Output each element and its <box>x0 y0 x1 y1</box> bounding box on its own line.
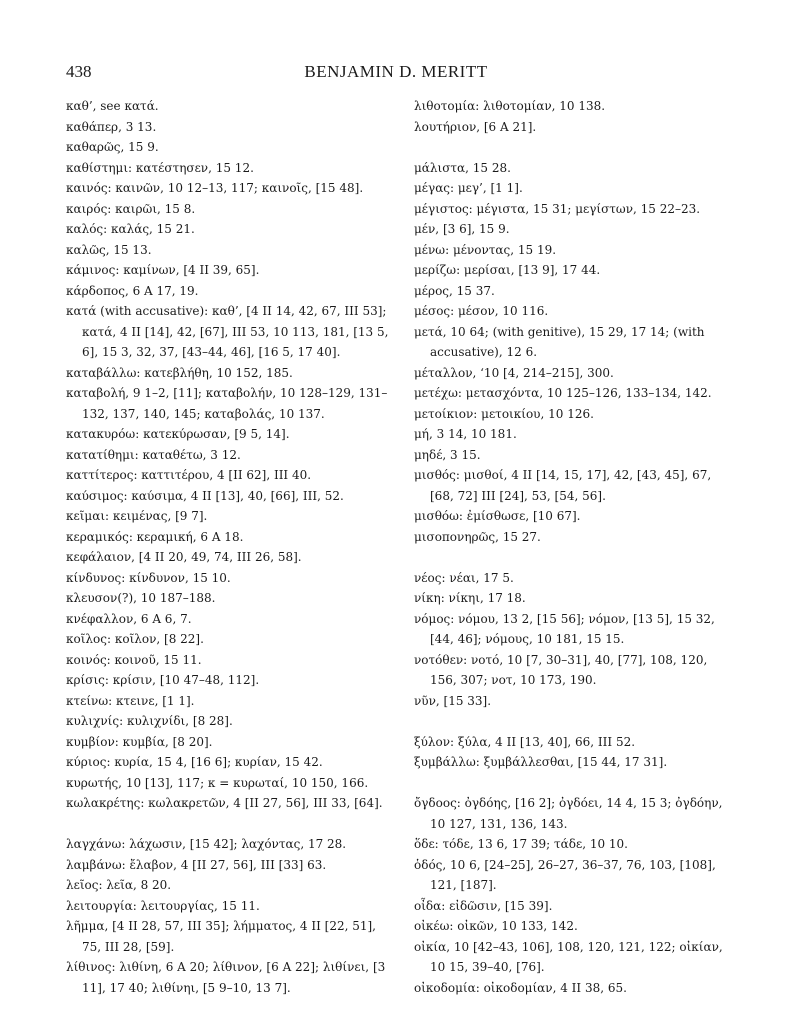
index-entry: κεῖμαι: κειμένας, [9 7]. <box>66 509 208 523</box>
index-entry: καθ’, see κατά. <box>66 99 159 113</box>
index-entry: καθίστημι: κατέστησεν, 15 12. <box>66 160 254 175</box>
index-entry: μετά, 10 64; (with genitive), 15 29, 17 14; (with accusative), 12 6. <box>414 324 705 359</box>
index-entry: οἰκία, 10 [42–43, 106], 108, 120, 121, 122; οἰκίαν, 10 15, 39–40, [76]. <box>414 939 723 974</box>
section-gap <box>414 773 736 794</box>
left-column <box>66 96 396 998</box>
section-gap <box>414 711 736 732</box>
index-entry: μετέχω: μετασχόντα, 10 125–126, 133–134, 142. <box>414 386 712 400</box>
index-entry: καινός: καινῶν, 10 12–13, 117; καινοῖς, [15 48]. <box>66 181 364 195</box>
index-entry: καύσιμος: καύσιμα, 4 II [13], 40, [66], III, 52. <box>66 488 344 503</box>
index-entry: λουτήριον, [6 A 21]. <box>414 119 537 134</box>
index-entry: κοῖλος: κοῖλον, [8 22]. <box>66 632 204 646</box>
index-entry: μηδέ, 3 15. <box>414 447 481 462</box>
page-number: 438 <box>66 62 92 81</box>
index-entry: κατακυρόω: κατεκύρωσαν, [9 5, 14]. <box>66 427 290 441</box>
index-entry: νίκη: νίκηι, 17 18. <box>414 591 526 605</box>
index-entry: μέσος: μέσον, 10 116. <box>414 304 549 318</box>
index-entry: οἰκοδομία: οἰκοδομίαν, 4 II 38, 65. <box>414 980 627 995</box>
index-entry: ὄγδοος: ὀγδόης, [16 2]; ὀγδόει, 14 4, 15 3; ὀγδόην, 10 127, 131, 136, 143. <box>414 796 723 831</box>
index-entry: καταβάλλω: κατεβλήθη, 10 152, 185. <box>66 365 293 380</box>
index-entry: κίνδυνος: κίνδυνον, 15 10. <box>66 570 231 585</box>
index-entry: κλευσον(?), 10 187–188. <box>66 591 216 605</box>
index-entry: μέρος, 15 37. <box>414 283 495 298</box>
index-entry: μέταλλον, ‘10 [4, 214–215], 300. <box>414 365 614 380</box>
index-entry: οἰκέω: οἰκῶν, 10 133, 142. <box>414 919 578 933</box>
section-gap <box>66 814 396 835</box>
index-entry: μέγιστος: μέγιστα, 15 31; μεγίστων, 15 22–23. <box>414 201 701 216</box>
index-entry: λαγχάνω: λάχωσιν, [15 42]; λαχόντας, 17 28. <box>66 837 347 851</box>
index-entry: κύριος: κυρία, 15 4, [16 6]; κυρίαν, 15 42. <box>66 755 323 769</box>
index-entry: καιρός: καιρῶι, 15 8. <box>66 201 196 216</box>
index-entry: λίθινος: λιθίνη, 6 A 20; λίθινον, [6 A 22]; λιθίνει, [3 11], 17 40; λιθίνηι, [5 9–10, 13 7]. <box>66 960 386 995</box>
index-entry: κυλιχνίς: κυλιχνίδι, [8 28]. <box>66 714 233 728</box>
running-title: BENJAMIN D. MERITT <box>304 62 488 81</box>
index-entry: νοτόθεν: νοτό, 10 [7, 30–31], 40, [77], 108, 120, 156, 307; νοτ, 10 173, 190. <box>414 652 708 687</box>
index-entry: μέν, [3 6], 15 9. <box>414 222 510 236</box>
index-entry: κνέφαλλον, 6 A 6, 7. <box>66 611 192 626</box>
index-entry: καταβολή, 9 1–2, [11]; καταβολήν, 10 128–129, 131–132, 137, 140, 145; καταβολάς, 10 137. <box>66 386 388 421</box>
section-gap <box>414 547 736 568</box>
index-entry: λεῖος: λεῖα, 8 20. <box>66 878 172 892</box>
index-entry: μερίζω: μερίσαι, [13 9], 17 44. <box>414 263 601 277</box>
index-entry: κατατίθημι: καταθέτω, 3 12. <box>66 447 241 462</box>
index-entry: μένω: μένοντας, 15 19. <box>414 242 557 257</box>
index-entry: ὅδε: τόδε, 13 6, 17 39; τάδε, 10 10. <box>414 837 628 851</box>
index-entry: κρίσις: κρίσιν, [10 47–48, 112]. <box>66 673 260 687</box>
index-entry: κτείνω: κτεινε, [1 1]. <box>66 693 195 708</box>
index-entry: λιθοτομία: λιθοτομίαν, 10 138. <box>414 99 606 113</box>
index-entry: κυρωτής, 10 [13], 117; κ = κυρωταί, 10 150, 166. <box>66 775 369 790</box>
index-entry: μισθός: μισθοί, 4 II [14, 15, 17], 42, [43, 45], 67, [68, 72] III [24], 53, [54, 56]. <box>414 468 712 503</box>
right-column <box>414 96 736 998</box>
index-entry: οἶδα: εἰδῶσιν, [15 39]. <box>414 898 553 913</box>
index-entry: κατά (with accusative): καθ’, [4 II 14, 42, 67, III 53]; κατά, 4 II [14], 42, [67], III 53, 10 113, 181, [13 5, 6], 15 3, 32, 37, [43–44, 46], [16 5, 17 40]. <box>66 304 389 359</box>
index-entry: λῆμμα, [4 II 28, 57, III 35]; λήμματος, 4 II [22, 51], 75, III 28, [59]. <box>66 919 376 954</box>
index-entry: κωλακρέτης: κωλακρετῶν, 4 [II 27, 56], III 33, [64]. <box>66 796 383 810</box>
index-entry: καθάπερ, 3 13. <box>66 119 157 134</box>
index-entry: καλῶς, 15 13. <box>66 242 152 257</box>
index-entry: ξύλον: ξύλα, 4 II [13, 40], 66, III 52. <box>414 734 636 749</box>
index-entry: κυμβίον: κυμβία, [8 20]. <box>66 734 213 749</box>
index-entry: μέγας: μεγ’, [1 1]. <box>414 181 523 195</box>
index-entry: καττίτερος: καττιτέρου, 4 [II 62], III 40. <box>66 468 312 482</box>
section-gap <box>414 137 736 158</box>
index-entry: κεφάλαιον, [4 II 20, 49, 74, III 26, 58]. <box>66 550 302 564</box>
index-entry: κάμινος: καμίνων, [4 II 39, 65]. <box>66 263 260 277</box>
index-entry: λειτουργία: λειτουργίας, 15 11. <box>66 898 260 913</box>
index-entry: νέος: νέαι, 17 5. <box>414 570 514 585</box>
index-entry: νόμος: νόμου, 13 2, [15 56]; νόμον, [13 5], 15 32, [44, 46]; νόμους, 10 181, 15 15. <box>414 611 715 646</box>
index-entry: ξυμβάλλω: ξυμβάλλεσθαι, [15 44, 17 31]. <box>414 755 668 769</box>
index-entry: κάρδοπος, 6 A 17, 19. <box>66 283 199 298</box>
index-entry: καλός: καλάς, 15 21. <box>66 222 195 236</box>
index-entry: ὁδός, 10 6, [24–25], 26–27, 36–37, 76, 103, [108], 121, [187]. <box>414 857 716 892</box>
index-entry: μή, 3 14, 10 181. <box>414 427 517 441</box>
index-entry: μάλιστα, 15 28. <box>414 160 511 175</box>
index-entry: νῦν, [15 33]. <box>414 693 492 708</box>
index-entry: καθαρῶς, 15 9. <box>66 140 159 154</box>
index-entry: κοινός: κοινοῦ, 15 11. <box>66 652 202 667</box>
index-entry: μισθόω: ἐμίσθωσε, [10 67]. <box>414 509 581 523</box>
index-entry: κεραμικός: κεραμική, 6 A 18. <box>66 529 244 544</box>
index-entry: λαμβάνω: ἔλαβον, 4 [II 27, 56], III [33] 63. <box>66 857 327 872</box>
index-entry: μισοπονηρῶς, 15 27. <box>414 529 541 544</box>
index-entry: μετοίκιον: μετοικίου, 10 126. <box>414 406 594 421</box>
